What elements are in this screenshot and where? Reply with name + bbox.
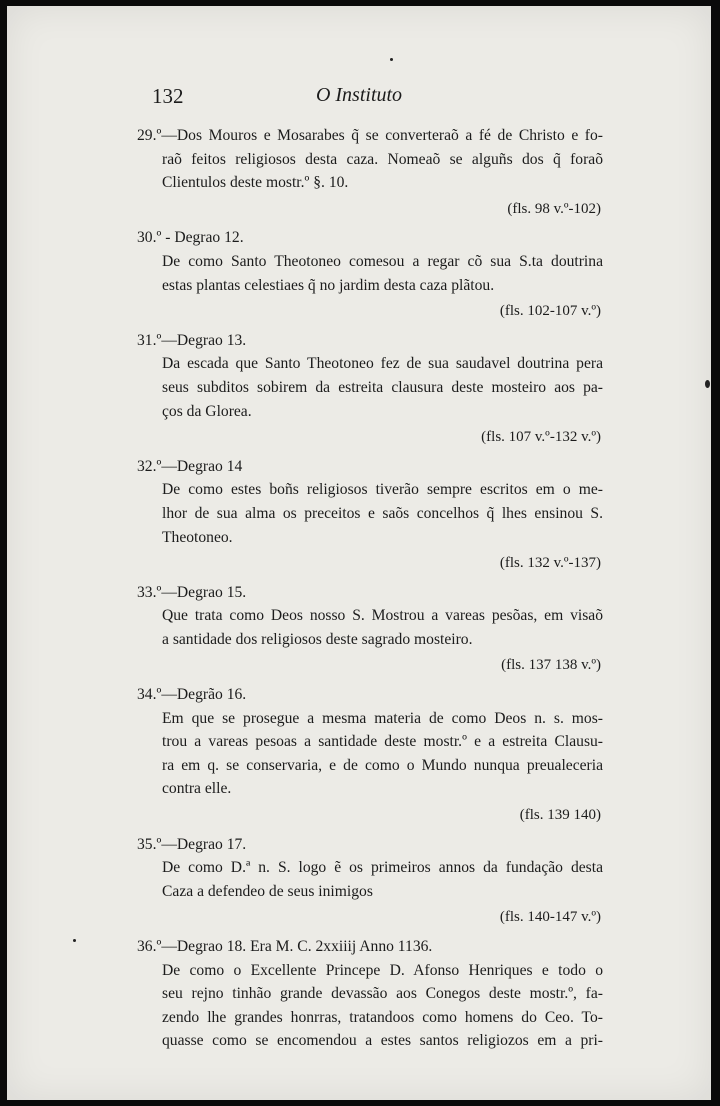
- folio-reference: (fls. 107 v.º-132 v.º): [481, 429, 601, 446]
- folio-reference: (fls. 139 140): [519, 807, 601, 824]
- page-number: 132: [152, 84, 184, 108]
- entry-line: contra elle.: [162, 780, 232, 798]
- entry-line: De como Santo Theotoneo comesou a regar cõ sua S.ta doutrina: [162, 252, 603, 270]
- speck: [73, 939, 76, 942]
- entry-line: seu rejno tinhão grande devassão aos Conegos deste mostr.º, fa-: [162, 985, 603, 1003]
- entry-heading: 30.º - Degrao 12.: [137, 229, 244, 247]
- entry-heading: 36.º—Degrao 18. Era M. C. 2xxiiij Anno 1136.: [137, 938, 433, 955]
- folio-reference: (fls. 102-107 v.º): [499, 303, 601, 320]
- entry-line: De como estes boñs religiosos tiverão sempre escritos em o me-: [162, 481, 603, 499]
- entry-line: seus subditos sobirem da estreita clausura deste mosteiro aos pa-: [162, 378, 603, 396]
- entry-line: Que trata como Deos nosso S. Mostrou a vareas pesõas, em visaõ: [162, 607, 603, 625]
- page-header: [7, 84, 711, 114]
- speck: [390, 58, 393, 61]
- entry-heading: 32.º—Degrao 14: [137, 457, 243, 475]
- entry-line: Em que se prosegue a mesma materia de como Deos n. s. mos-: [162, 709, 603, 727]
- book-page: [7, 6, 711, 1100]
- entry-line: De como D.ª n. S. logo ẽ os primeiros annos da fundação desta: [162, 859, 603, 877]
- folio-reference: (fls. 98 v.º-102): [507, 200, 601, 217]
- entry-line: raõ feitos religiosos desta caza. Nomeaõ se alguñs dos q̃ foraõ: [162, 150, 603, 168]
- entry-line: Da escada que Santo Theotoneo fez de sua saudavel doutrina pera: [162, 355, 603, 373]
- catalog-entry: [137, 329, 603, 450]
- catalog-entry: [137, 455, 603, 576]
- entry-heading: 33.º—Degrao 15.: [137, 583, 247, 601]
- page-body: [137, 124, 603, 1058]
- catalog-entry: [137, 935, 603, 1053]
- entry-line: De como o Excellente Princepe D. Afonso Henriques e todo o: [162, 961, 603, 979]
- catalog-entry: [137, 581, 603, 678]
- entry-line: Theotoneo.: [162, 528, 233, 546]
- entry-line: a santidade dos religiosos deste sagrado mosteiro.: [162, 630, 473, 648]
- entry-heading: 34.º—Degrão 16.: [137, 686, 247, 704]
- folio-reference: (fls. 132 v.º-137): [499, 555, 601, 572]
- entry-line: zendo lhe grandes honrras, tratandoos como homens do Ceo. To-: [162, 1008, 603, 1026]
- entry-line: lhor de sua alma os preceitos e saõs concelhos q̃ lhes ensinou S.: [162, 504, 603, 522]
- catalog-entry: [137, 124, 603, 221]
- entry-line: estas plantas celestiaes q̃ no jardim desta caza plãtou.: [162, 276, 495, 294]
- speck: [705, 380, 710, 388]
- catalog-entry: [137, 226, 603, 323]
- entry-heading: 35.º—Degrao 17.: [137, 835, 247, 853]
- entry-heading: 31.º—Degrao 13.: [137, 331, 247, 349]
- entry-line: ra em q. se conservaria, e de como o Mundo nunqua preualeceria: [162, 756, 603, 774]
- entry-line: Clientulos deste mostr.º §. 10.: [162, 174, 349, 192]
- folio-reference: (fls. 137 138 v.º): [501, 657, 601, 674]
- catalog-entry: [137, 683, 603, 828]
- entry-line: Caza a defendeo de seus inimigos: [162, 882, 373, 900]
- entry-line: ços da Glorea.: [162, 402, 252, 420]
- catalog-entry: [137, 833, 603, 930]
- entry-line: trou a vareas pesoas a santidade deste mostr.º e a estreita Clausu-: [162, 733, 603, 751]
- entry-line: quasse como se encomendou a estes santos religiozos em a pri-: [162, 1032, 603, 1050]
- entry-line: 29.º—Dos Mouros e Mosarabes q̃ se converteraõ a fé de Christo e fo-: [137, 127, 603, 144]
- running-title: O Instituto: [315, 84, 403, 106]
- folio-reference: (fls. 140-147 v.º): [499, 909, 601, 926]
